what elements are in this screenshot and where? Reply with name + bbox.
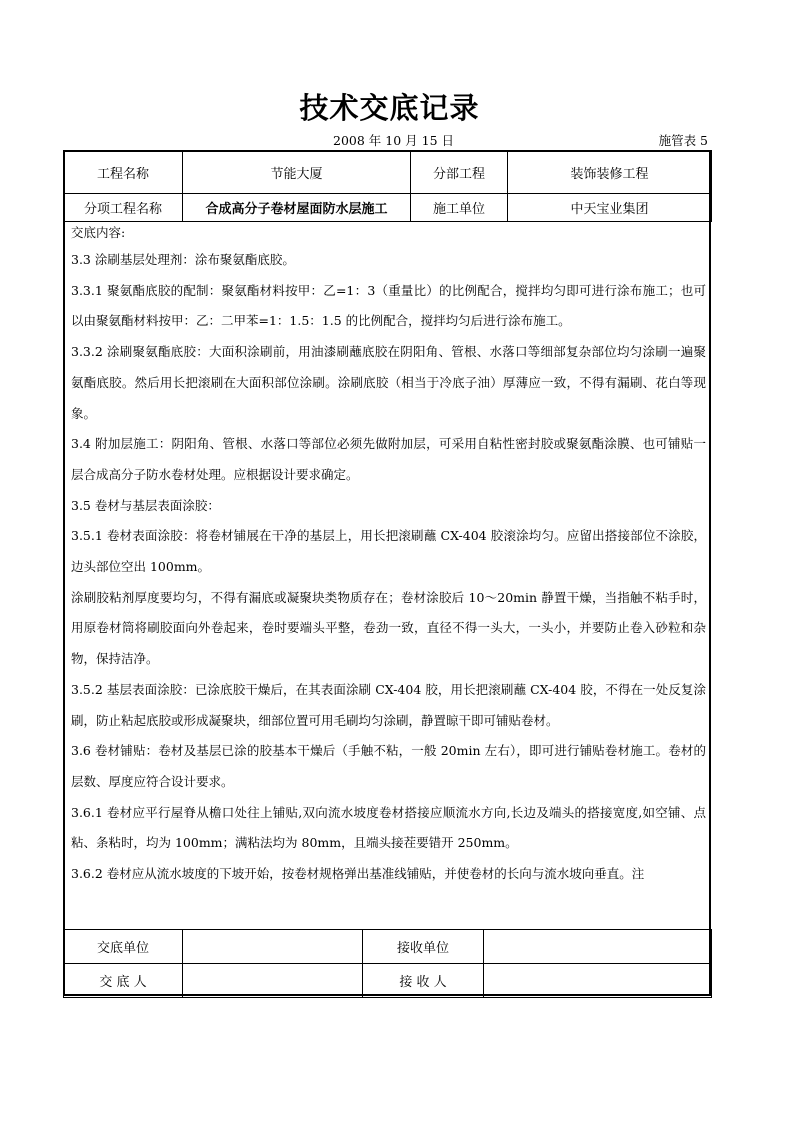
paragraph: 3.5.2 基层表面涂胶：已涂底胶干燥后，在其表面涂刷 CX-404 胶，用长把滚刷蘸 CX-404 胶，不得在一处反复涂刷，防止粘起底胶或形成凝聚块，细部位置可用毛刷均匀涂刷，静置晾干即可铺贴卷材。 xyxy=(71,681,706,728)
document-title: 技术交底记录 xyxy=(299,91,480,125)
division-value: 装饰装修工程 xyxy=(508,151,712,194)
paragraph: 3.3.1 聚氨酯底胶的配制：聚氨酯材料按甲：乙=1：3（重量比）的比例配合，搅拌均匀即可进行涂布施工；也可以由聚氨酯材料按甲：乙：二甲苯=1：1.5：1.5 的比例配合，搅拌均匀后进行涂布施工。 xyxy=(71,282,706,329)
contractor-label: 施工单位 xyxy=(411,194,508,222)
content-label: 交底内容: xyxy=(71,225,126,240)
subitem-value: 合成高分子卷材屋面防水层施工 xyxy=(183,194,411,222)
receiver-person-field[interactable] xyxy=(484,964,712,998)
receiver-unit-field[interactable] xyxy=(484,930,712,964)
subitem-label: 分项工程名称 xyxy=(64,194,183,222)
document-date: 2008 年 10 月 15 日 xyxy=(333,133,454,148)
contractor-value: 中天宝业集团 xyxy=(508,194,712,222)
receiver-person-label: 接 收 人 xyxy=(363,964,484,998)
project-name-label: 工程名称 xyxy=(64,151,183,194)
paragraph: 3.6.1 卷材应平行屋脊从檐口处往上铺贴,双向流水坡度卷材搭接应顺流水方向,长边及端头的搭接宽度,如空铺、点粘、条粘时，均为 100mm；满粘法均为 80mm，且端头接茬要错开 250mm。 xyxy=(71,804,706,851)
form-number: 施管表 5 xyxy=(658,133,708,148)
briefing-content xyxy=(71,222,706,890)
issuer-person-label: 交 底 人 xyxy=(64,964,183,998)
paragraph: 涂刷胶粘剂厚度要均匀，不得有漏底或凝聚块类物质存在；卷材涂胶后 10～20min 静置干燥，当指触不粘手时，用原卷材筒将刷胶面向外卷起来，卷时要端头平整，卷劲一致，直径不得一头大，一头小，并要防止卷入砂粒和杂物，保持洁净。 xyxy=(71,589,706,667)
issuer-unit-label: 交底单位 xyxy=(64,930,183,964)
header-table xyxy=(63,150,712,222)
division-label: 分部工程 xyxy=(411,151,508,194)
issuer-person-field[interactable] xyxy=(183,964,363,998)
issuer-unit-field[interactable] xyxy=(183,930,363,964)
paragraph: 3.5.1 卷材表面涂胶：将卷材铺展在干净的基层上，用长把滚刷蘸 CX-404 胶滚涂均匀。应留出搭接部位不涂胶，边头部位空出 100mm。 xyxy=(71,528,706,575)
paragraph: 3.6.2 卷材应从流水坡度的下坡开始，按卷材规格弹出基准线铺贴，并使卷材的长向与流水坡向垂直。注 xyxy=(71,866,645,882)
project-name-value: 节能大厦 xyxy=(183,151,411,194)
signature-table xyxy=(63,929,712,998)
paragraph: 3.3.2 涂刷聚氨酯底胶：大面积涂刷前，用油漆刷蘸底胶在阴阳角、管根、水落口等细部复杂部位均匀涂刷一遍聚氨酯底胶。然后用长把滚刷在大面积部位涂刷。涂刷底胶（相当于冷底子油）厚薄应一致，不得有漏刷、花白等现象。 xyxy=(71,344,706,421)
receiver-unit-label: 接收单位 xyxy=(363,930,484,964)
paragraph: 3.5 卷材与基层表面涂胶： xyxy=(71,497,220,513)
paragraph: 3.6 卷材铺贴：卷材及基层已涂的胶基本干燥后（手触不粘，一般 20min 左右），即可进行铺贴卷材施工。卷材的层数、厚度应符合设计要求。 xyxy=(71,743,706,789)
paragraph: 3.3 涂刷基层处理剂：涂布聚氨酯底胶。 xyxy=(71,252,295,267)
paragraph: 3.4 附加层施工：阴阳角、管根、水落口等部位必须先做附加层，可采用自粘性密封胶或聚氨酯涂膜、也可铺贴一层合成高分子防水卷材处理。应根据设计要求确定。 xyxy=(71,436,706,482)
